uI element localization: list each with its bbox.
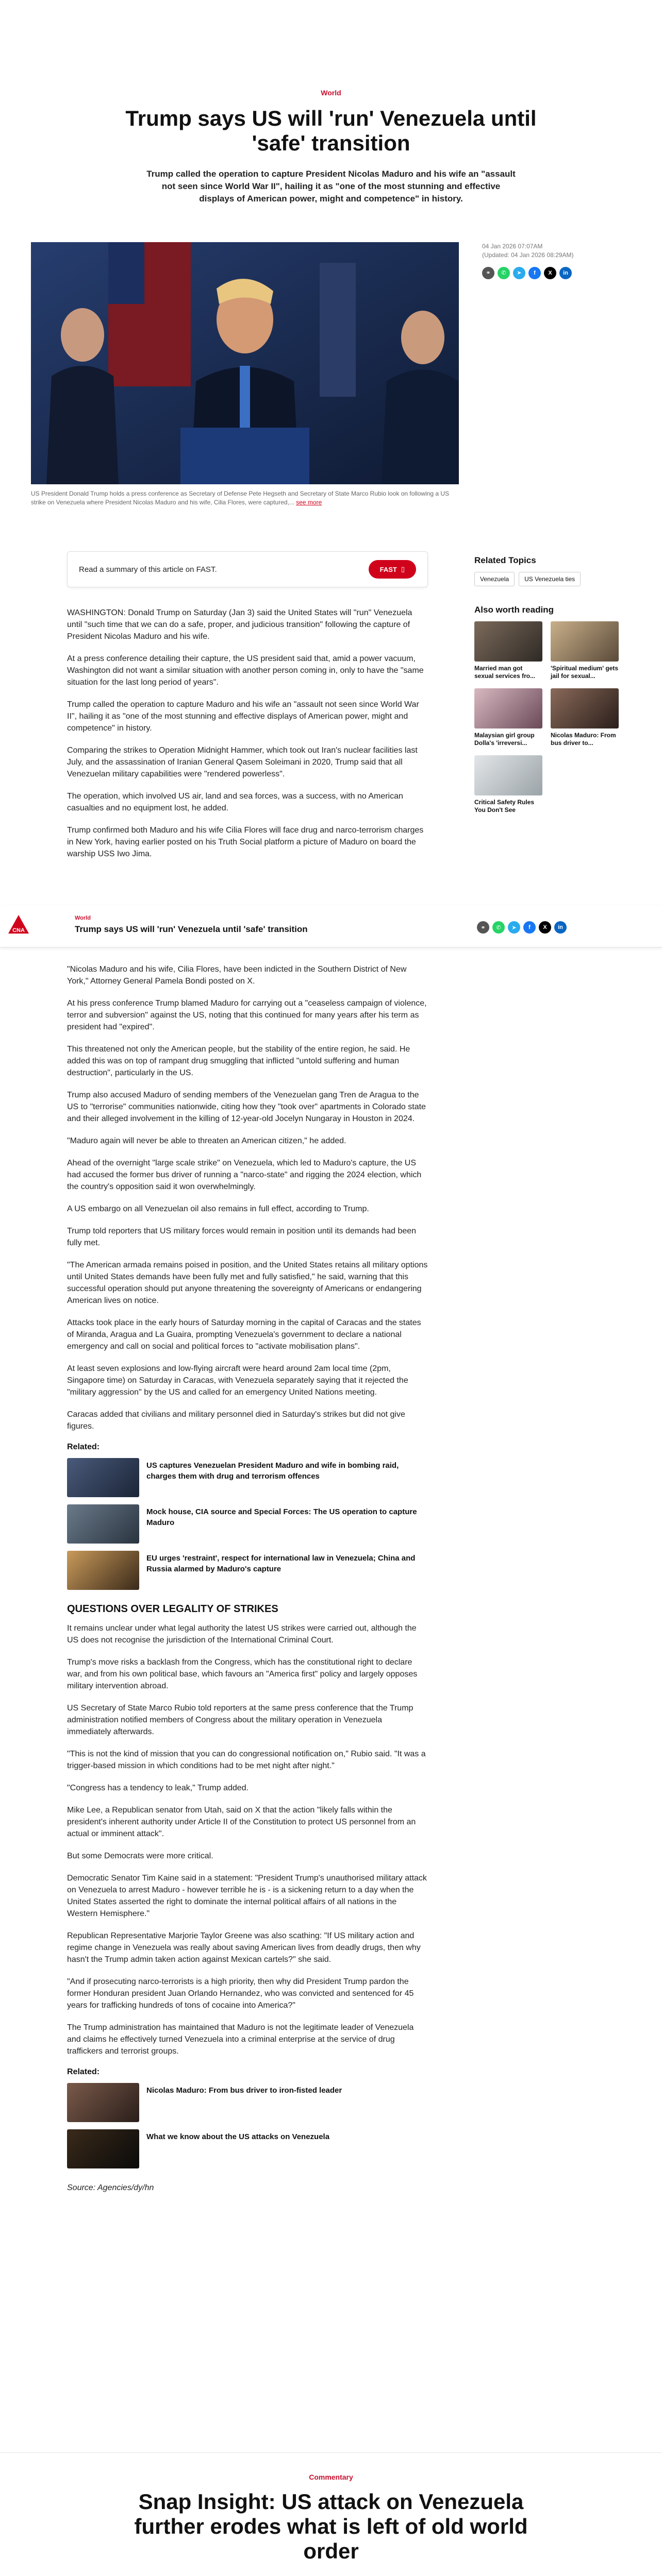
paragraph: "The American armada remains poised in position, and the United States retains all military options until United States demands have been fully met and fully satisfied," he said, warning that this successful operation should put anyone threatening the sovereignty of Americans or endangering American lives on notice.: [67, 1261, 428, 1305]
article-meta: [482, 242, 573, 279]
document-icon: ▯: [401, 565, 405, 573]
paragraph: "Maduro again will never be able to threaten an American citizen," he added.: [67, 1137, 346, 1145]
updated-date: (Updated: 04 Jan 2026 08:29AM): [482, 251, 574, 259]
share-bar: [482, 267, 573, 279]
related-thumb: [67, 1458, 139, 1497]
hero-image[interactable]: [31, 242, 459, 484]
source-line: Source: Agencies/dy/hn: [67, 2183, 154, 2192]
related-thumb: [67, 2129, 139, 2168]
hero-caption: [31, 489, 459, 507]
facebook-icon[interactable]: f: [523, 921, 536, 934]
sticky-title: Trump says US will 'run' Venezuela until 'safe' transition: [75, 924, 308, 934]
article-divider: [0, 2452, 662, 2453]
side-card-title: 'Spiritual medium' gets jail for sexual...: [551, 665, 619, 680]
facebook-icon[interactable]: f: [528, 267, 541, 279]
copy-link-icon[interactable]: ⚭: [477, 921, 489, 934]
paragraph: But some Democrats were more critical.: [67, 1852, 213, 1860]
side-card[interactable]: [474, 755, 542, 814]
side-card[interactable]: [474, 688, 542, 747]
related-label: Related:: [67, 1443, 100, 1451]
topic-chips: [474, 572, 619, 586]
cna-logo-mark: [6, 913, 31, 938]
fast-button[interactable]: [369, 560, 416, 579]
cna-logo[interactable]: [5, 912, 32, 939]
related-title: Mock house, CIA source and Special Forces: The US operation to capture Maduro: [146, 1507, 417, 1527]
side-card-title: Nicolas Maduro: From bus driver to...: [551, 732, 616, 747]
linkedin-icon[interactable]: in: [559, 267, 572, 279]
related-title: US captures Venezuelan President Maduro and wife in bombing raid, charges them with drug and terrorism offences: [146, 1461, 399, 1481]
paragraph: Ahead of the overnight "large scale strike" on Venezuela, which led to Maduro's capture, the US had accused the former bus driver of running a "narco-state" and rigging the 2024 election, which the country's opposition said it won overwhelmingly.: [67, 1159, 422, 1191]
side-card-image: [474, 755, 542, 795]
side-card[interactable]: [474, 621, 542, 680]
paragraph: This threatened not only the American people, but the stability of the entire region, he said. He added this was on top of rampant drug smuggling that inflicted "untold suffering and human destruction", particularly in the US.: [67, 1045, 410, 1077]
related-topics-title: Related Topics: [474, 555, 536, 565]
paragraph: At least seven explosions and low-flying aircraft were heard around 2am local time (2pm, Singapore time) on Saturday in Caracas, with Venezuela separately saying that it rejected the "military aggression" by the US and called for an emergency United Nations meeting.: [67, 1364, 408, 1397]
telegram-icon[interactable]: ➤: [513, 267, 525, 279]
related-title: EU urges 'restraint', respect for international law in Venezuela; China and Russia alarmed by Maduro's capture: [146, 1554, 416, 1573]
paragraph: Trump called the operation to capture Maduro and his wife an "assault not seen since World War II", hailing it as "one of the most stunning and effective displays of American power, might and competence" in history.: [67, 700, 419, 733]
side-card-title: Malaysian girl group Dolla's 'irreversi...: [474, 732, 535, 747]
fast-summary-box: [67, 551, 428, 587]
article-body-a: [67, 607, 428, 870]
paragraph: It remains unclear under what legal authority the latest US strikes were carried out, although the US does not recognise the jurisdiction of the International Criminal Court.: [67, 1624, 417, 1645]
paragraph: Republican Representative Marjorie Taylor Greene was also scathing: "If US military action and regime change in Venezuela was really about saving American lives from deadly drugs, then why hasn't the Trump admin taken action against Mexican cartels?" she said.: [67, 1931, 421, 1964]
standfirst: Trump called the operation to capture President Nicolas Maduro and his wife an "assault not seen since World War II", hailing it as "one of the most stunning and effective displays of American power, might and competence" in history.: [146, 169, 516, 204]
subheading: QUESTIONS OVER LEGALITY OF STRIKES: [67, 1603, 278, 1615]
article2-header: [0, 2473, 662, 2576]
published-date: 04 Jan 2026 07:07AM: [482, 243, 543, 250]
paragraph: Caracas added that civilians and military personnel died in Saturday's strikes but did not give figures.: [67, 1410, 405, 1431]
topic-chip[interactable]: Venezuela: [474, 572, 515, 586]
telegram-icon[interactable]: ➤: [508, 921, 520, 934]
category-label[interactable]: Commentary: [309, 2473, 353, 2481]
copy-link-icon[interactable]: ⚭: [482, 267, 494, 279]
paragraph: Comparing the strikes to Operation Midnight Hammer, which took out Iran's nuclear facilities last July, and the assassination of Iranian General Qasem Soleimani in 2020, Trump said that all Venezuelan military capabilities were "rendered powerless".: [67, 746, 418, 778]
headline: Trump says US will 'run' Venezuela until 'safe' transition: [125, 106, 537, 155]
side-card[interactable]: [551, 688, 619, 747]
whatsapp-icon[interactable]: ✆: [492, 921, 505, 934]
paragraph: "This is not the kind of mission that you can do congressional notification on," Rubio said. "It was a trigger-based mission in which conditions had to be met night after night.": [67, 1750, 426, 1770]
paragraph: The operation, which involved US air, land and sea forces, was a success, with no American casualties and no equipment lost, he added.: [67, 792, 403, 812]
sticky-share-bar: [477, 921, 567, 934]
paragraph: "Nicolas Maduro and his wife, Cilia Flores, have been indicted in the Southern District of New York," Attorney General Pamela Bondi posted on X.: [67, 965, 407, 986]
sidebar: [474, 555, 619, 814]
related-thumb: [67, 2083, 139, 2122]
x-icon[interactable]: X: [539, 921, 551, 934]
side-card-image: [551, 688, 619, 728]
related-link[interactable]: [67, 1504, 428, 1544]
article-body-b: [67, 963, 428, 2204]
paragraph: Democratic Senator Tim Kaine said in a statement: "President Trump's unauthorised military attack on Venezuela to arrest Maduro - however terrible he is - is a sickening return to a day when the United States asserted the right to dominate the internal political affairs of all nations in the Western Hemisphere.": [67, 1874, 427, 1918]
paragraph: WASHINGTON: Donald Trump on Saturday (Jan 3) said the United States will "run" Venezuela until "such time that we can do a safe, proper, and judicious transition" following the capture of President Nicolas Maduro and his wife.: [67, 608, 412, 641]
linkedin-icon[interactable]: in: [554, 921, 567, 934]
logo-text: CNA: [12, 927, 25, 934]
paragraph: US Secretary of State Marco Rubio told reporters at the same press conference that the Trump administration notified members of Congress about the military operation in Venezuela immediately afterwards.: [67, 1704, 413, 1736]
paragraph: Trump told reporters that US military forces would remain in position until its demands had been fully met.: [67, 1227, 417, 1247]
sticky-header: [0, 906, 662, 947]
paragraph: At his press conference Trump blamed Maduro for carrying out a "ceaseless campaign of violence, terror and subversion" against the US, noting that this continued for many years after his term as president had "expired".: [67, 999, 427, 1031]
related-link[interactable]: [67, 2129, 428, 2168]
fast-button-label: FAST: [379, 565, 397, 573]
paragraph: Trump confirmed both Maduro and his wife Cilia Flores will face drug and narco-terrorism charges in New York, having earlier posted on his Truth Social platform a picture of Maduro on board the warship USS Iwo Jima.: [67, 826, 424, 858]
paragraph: A US embargo on all Venezuelan oil also remains in full effect, according to Trump.: [67, 1205, 369, 1213]
also-worth-reading-title: Also worth reading: [474, 605, 554, 615]
related-title: Nicolas Maduro: From bus driver to iron-fisted leader: [146, 2086, 342, 2095]
summary-prompt: Read a summary of this article on FAST.: [79, 565, 217, 574]
hero-caption-text: US President Donald Trump holds a press conference as Secretary of Defense Pete Hegseth and Secretary of State Marco Rubio look on following a US strike on Venezuela where President Nicolas Maduro and his wife, Cilia Flores, were captured,...: [31, 490, 450, 506]
paragraph: Mike Lee, a Republican senator from Utah, said on X that the action "likely falls within the president's inherent authority under Article II of the Constitution to protect US personnel from an actual or imminent attack".: [67, 1806, 416, 1838]
whatsapp-icon[interactable]: ✆: [498, 267, 510, 279]
sticky-category[interactable]: World: [75, 915, 91, 921]
press-conference-photo: [31, 242, 459, 484]
related-thumb: [67, 1504, 139, 1544]
headline: Snap Insight: US attack on Venezuela further erodes what is left of old world order: [134, 2489, 528, 2563]
paragraph: "Congress has a tendency to leak," Trump added.: [67, 1784, 249, 1792]
side-card-image: [551, 621, 619, 662]
side-card-image: [474, 621, 542, 662]
x-icon[interactable]: X: [544, 267, 556, 279]
paragraph: "And if prosecuting narco-terrorists is a high priority, then why did President Trump pardon the former Honduran president Juan Orlando Hernandez, who was convicted and sentenced for 45 years for trafficking hundreds of tons of cocaine into America?": [67, 1977, 414, 2010]
topic-chip[interactable]: US Venezuela ties: [519, 572, 581, 586]
side-card-title: Married man got sexual services fro...: [474, 665, 536, 680]
related-link[interactable]: [67, 2083, 428, 2122]
category-label[interactable]: World: [321, 89, 341, 97]
paragraph: Attacks took place in the early hours of Saturday morning in the capital of Caracas and the states of Miranda, Aragua and La Guaira, prompting Venezuela's government to declare a national emergency and call on social and political forces to "activate mobilisation plans".: [67, 1318, 421, 1351]
paragraph: At a press conference detailing their capture, the US president said that, amid a power vacuum, Washington did not want a similar situation with another person coming in, only to have the "same situation for the last long period of years".: [67, 654, 424, 687]
paragraph: Trump's move risks a backlash from the Congress, which has the constitutional right to declare war, and from his own political base, which favours an "America first" policy and largely opposes military intervention abroad.: [67, 1658, 418, 1690]
related-link[interactable]: [67, 1551, 428, 1590]
side-card-title: Critical Safety Rules You Don't See: [474, 799, 535, 814]
related-title: What we know about the US attacks on Venezuela: [146, 2132, 330, 2141]
see-more-link[interactable]: see more: [296, 499, 322, 506]
related-label: Related:: [67, 2067, 100, 2076]
related-thumb: [67, 1551, 139, 1590]
side-card[interactable]: [551, 621, 619, 680]
paragraph: Trump also accused Maduro of sending members of the Venezuelan gang Tren de Aragua to the US to "terrorise" communities nationwide, citing how they "took over" apartments in Colorado state and their alleged involvement in the killing of 12-year-old Jocelyn Nungaray in Houston in 2024.: [67, 1091, 426, 1123]
paragraph: The Trump administration has maintained that Maduro is not the legitimate leader of Venezuela and claims he effectively turned Venezuela into a criminal enterprise at the service of drug traffickers and terrorist groups.: [67, 2023, 414, 2056]
also-worth-reading-grid: [474, 621, 619, 814]
side-card-image: [474, 688, 542, 728]
related-link[interactable]: [67, 1458, 428, 1497]
